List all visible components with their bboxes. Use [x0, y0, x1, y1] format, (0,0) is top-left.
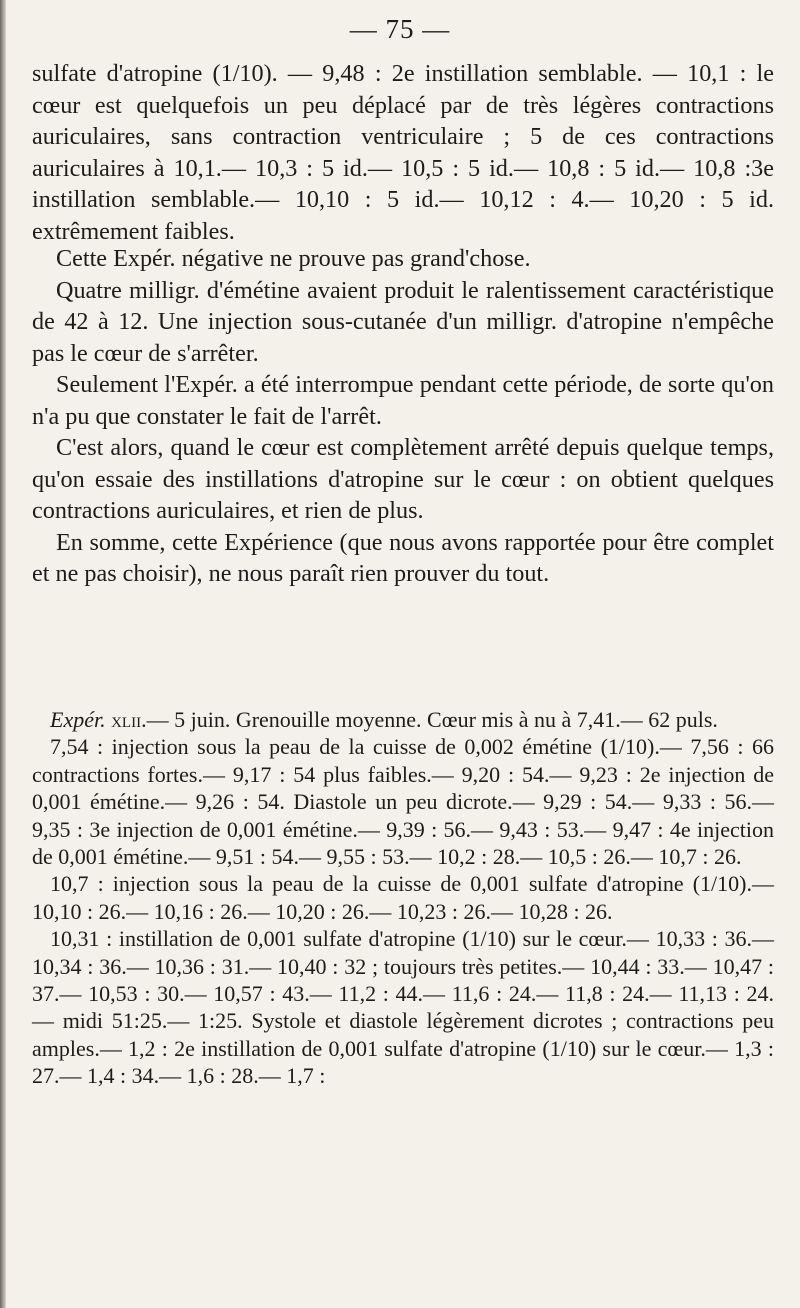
commentary-paragraph-2: Quatre milligr. d'émétine avaient produit le ralentissement caractéristique de 42 à 12. Une injection sous-cutanée d'un milligr. d'atropine n'empêche pas le cœur de s'arrêter. [32, 276, 774, 367]
experiment-paragraph-3: 10,31 : instillation de 0,001 sulfate d'atropine (1/10) sur le cœur.— 10,33 : 36.— 10,34 : 36.— 10,36 : 31.— 10,40 : 32 ; toujours très petites.— 10,44 : 33.— 10,47 : 37.— 10,53 : 30.— 10,57 : 43.— 11,2 : 44.— 11,6 : 24.— 11,8 : 24.— 11,13 : 24.— midi 51:25.— 1:25. Systole et diastole légèrement dicrotes ; contractions peu amples.— 1,2 : 2e instillation de 0,001 sulfate d'atropine (1/10) sur le cœur.— 1,3 : 27.— 1,4 : 34.— 1,6 : 28.— 1,7 : [32, 926, 774, 1089]
experiment-paragraph-2: 10,7 : injection sous la peau de la cuisse de 0,001 sulfate d'atropine (1/10).— 10,10 : 26.— 10,16 : 26.— 10,20 : 26.— 10,23 : 26.— 10,28 : 26. [32, 871, 774, 924]
experiment-paragraph-1: 7,54 : injection sous la peau de la cuisse de 0,002 émétine (1/10).— 7,56 : 66 contractions fortes.— 9,17 : 54 plus faibles.— 9,20 : 54.— 9,23 : 2e injection de 0,001 émétine.— 9,26 : 54. Diastole un peu dicrote.— 9,29 : 54.— 9,33 : 56.— 9,35 : 3e injection de 0,001 émétine.— 9,39 : 56.— 9,43 : 53.— 9,47 : 4e injection de 0,001 émétine.— 9,51 : 54.— 9,55 : 53.— 10,2 : 28.— 10,5 : 26.— 10,7 : 26. [32, 734, 774, 870]
commentary-paragraph-1: Cette Expér. négative ne prouve pas grand'chose. [56, 245, 531, 272]
commentary-paragraph-3: Seulement l'Expér. a été interrompue pendant cette période, de sorte qu'on n'a pu que constater le fait de l'arrêt. [32, 371, 774, 430]
binding-shadow [0, 0, 6, 1308]
experiment-heading [32, 706, 774, 733]
commentary-block [32, 243, 774, 590]
experiment-heading-rest: — 5 juin. Grenouille moyenne. Cœur mis à nu à 7,41.— 62 puls. [146, 707, 718, 732]
commentary-paragraph-5: En somme, cette Expérience (que nous avons rapportée pour être complet et ne pas choisir), ne nous paraît rien prouver du tout. [32, 528, 774, 587]
commentary-paragraph-4: C'est alors, quand le cœur est complètement arrêté depuis quelque temps, qu'on essaie des instillations d'atropine sur le cœur : on obtient quelques contractions auriculaires, et rien de plus. [32, 434, 774, 524]
continuation-block [32, 58, 774, 247]
continuation-paragraph: sulfate d'atropine (1/10). — 9,48 : 2e instillation semblable. — 10,1 : le cœur est quelquefois un peu déplacé par de très légères contractions auriculaires, sans contraction ventriculaire ; 5 de ces contractions auriculaires à 10,1.— 10,3 : 5 id.— 10,5 : 5 id.— 10,8 : 5 id.— 10,8 :3e instillation semblable.— 10,10 : 5 id.— 10,12 : 4.— 10,20 : 5 id. extrêmement faibles. [32, 60, 774, 245]
experiment-label: Expér. [50, 707, 106, 732]
page-number: — 75 — [349, 14, 451, 44]
experiment-number: xlii. [111, 707, 147, 732]
experiment-block [32, 706, 774, 1090]
